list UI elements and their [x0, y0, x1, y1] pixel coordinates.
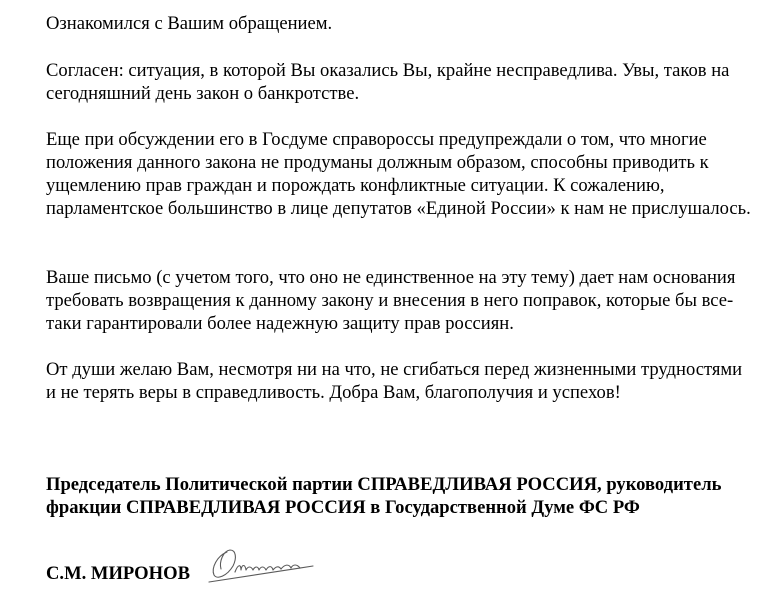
- paragraph-duma-discussion: Еще при обсуждении его в Госдуме справороссы предупреждали о том, что многие положения данного закона не продуманы должным образом, способны приводить к ущемлению прав граждан и порождать конфликтные ситуации. К сожалению, парламентское большинство в лице депутатов «Единой России» к нам не прислушалось.: [46, 129, 751, 219]
- paragraph-greeting: Ознакомился с Вашим обращением.: [46, 13, 333, 34]
- paragraph-amendments: Ваше письмо (с учетом того, что оно не единственное на эту тему) дает нам основания требовать возвращения к данному закону и внесения в него поправок, которые бы все-таки гарантировали более надежную защиту прав россиян.: [46, 267, 736, 334]
- handwritten-signature: [205, 542, 320, 592]
- signatory-name: С.М. МИРОНОВ: [46, 563, 190, 584]
- paragraph-wishes: От души желаю Вам, несмотря ни на что, не сгибаться перед жизненными трудностями и не терять веры в справедливость. Добра Вам, благополучия и успехов!: [46, 359, 743, 403]
- paragraph-agreement: Согласен: ситуация, в которой Вы оказались Вы, крайне несправедлива. Увы, таков на сегодняшний день закон о банкротстве.: [46, 60, 730, 104]
- signatory-title: Председатель Политической партии СПРАВЕДЛИВАЯ РОССИЯ, руководитель фракции СПРАВЕДЛИВАЯ РОССИЯ в Государственной Думе ФС РФ: [46, 474, 722, 518]
